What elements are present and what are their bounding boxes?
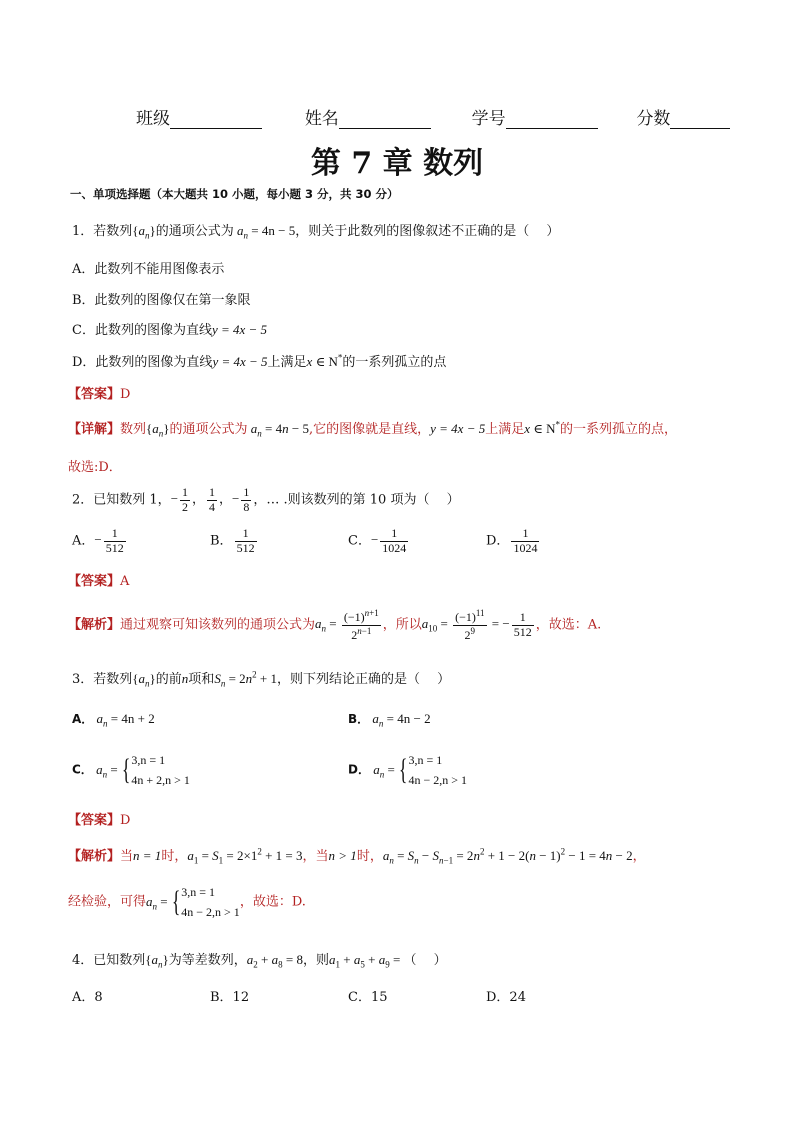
q4-option-d[interactable]: D．24 [486, 990, 526, 1005]
name-label: 姓名 [304, 109, 339, 129]
q2-answer: 【答案】A [68, 574, 130, 589]
q4-option-b[interactable]: B．12 [210, 990, 250, 1005]
q3-explanation-cont: 经检验，可得$a_n = \{3,n = 1$ 4n − 2,n > 1，故选：D. [68, 885, 306, 919]
section-header: 一、单项选择题（本大题共 10 小题，每小题 3 分，共 30 分） [70, 187, 399, 201]
id-blank[interactable] [506, 110, 598, 129]
q3-option-d[interactable]: D． $a_n = \{3,n = 1$ 4n − 2,n > 1 [348, 753, 468, 787]
q3-option-a[interactable]: A． $a_n = 4n + 2$ [72, 711, 155, 729]
q4-stem: 4．已知数列$\{a_n\}$为等差数列，$a_2 + a_8 = 8$，则$a_1 + a_5 + a_9$ = （ ） [72, 952, 447, 970]
q3-answer: 【答案】D [68, 813, 131, 828]
q4-option-a[interactable]: A．8 [72, 990, 103, 1005]
class-blank[interactable] [170, 110, 262, 129]
page-title: 第 7 章 数列 [310, 146, 484, 181]
q2-explanation: 【解析】通过观察可知该数列的通项公式为$a_n$ = $\frac{(-1)^{n+1}}{2^{n-1}}$ ，所以$a_{10}$ = $\frac{(-1)^{11}}{2^9}$ = − $\frac{1}{512}$ ，故选：A. [68, 608, 602, 642]
q2-option-d[interactable]: D． $\frac{1}{1024}$ [486, 526, 538, 555]
header-fields [136, 104, 730, 129]
q3-stem: 3．若数列$\{a_n\}$的前n项和$S_n = 2n^2 + 1$，则下列结论正确的是（ ） [72, 669, 451, 689]
q1-option-c[interactable]: C．此数列的图像为直线y = 4x − 5 [72, 322, 268, 338]
q2-stem: 2．已知数列 1，− $\frac{1}{2}$ ， $\frac{1}{4}$ ，− $\frac{1}{8}$ ，… .则该数列的第 10 项为（ ） [72, 485, 460, 514]
id-label: 学号 [471, 109, 506, 129]
q2-option-c[interactable]: C．− $\frac{1}{1024}$ [348, 526, 407, 555]
q1-stem: 1．若数列$\{a_n\}$的通项公式为 $a_n = 4n - 5$，则关于此数列的图像叙述不正确的是（ ） [72, 223, 560, 241]
q1-option-d[interactable]: D．此数列的图像为直线y = 4x − 5上满足x ∈ N*的一系列孤立的点 [72, 352, 447, 370]
q1-answer: 【答案】D [68, 387, 131, 402]
name-blank[interactable] [339, 110, 431, 129]
q1-option-a[interactable]: A．此数列不能用图像表示 [72, 262, 225, 277]
q3-option-c[interactable]: C． $a_n = \{3,n = 1$ 4n + 2,n > 1 [72, 753, 190, 787]
class-label: 班级 [136, 109, 170, 129]
q3-explanation: 【解析】当n = 1时，$a_1 = S_1 = 2\times 1^2 + 1 = 3$，当n > 1时，$a_n = S_n - S_{n-1} = 2n^2 + 1 - 2(n - 1)^2 - 1 = 4n - 2$， [68, 846, 646, 866]
score-label: 分数 [636, 109, 671, 129]
q3-option-b[interactable]: B． $a_n = 4n - 2$ [348, 711, 431, 729]
q2-option-b[interactable]: B． $\frac{1}{512}$ [210, 526, 255, 555]
q1-detail: 【详解】数列$\{a_n\}$的通项公式为 $a_n = 4n - 5$,它的图像就是直线，y = 4x − 5上满足x ∈ N*的一系列孤立的点， [68, 419, 678, 439]
q1-option-b[interactable]: B．此数列的图像仅在第一象限 [72, 293, 251, 308]
score-blank[interactable] [670, 110, 730, 129]
q2-option-a[interactable]: A．− $\frac{1}{512}$ [72, 526, 124, 555]
q4-option-c[interactable]: C．15 [348, 990, 388, 1005]
q1-detail-cont: 故选:D． [68, 460, 122, 475]
